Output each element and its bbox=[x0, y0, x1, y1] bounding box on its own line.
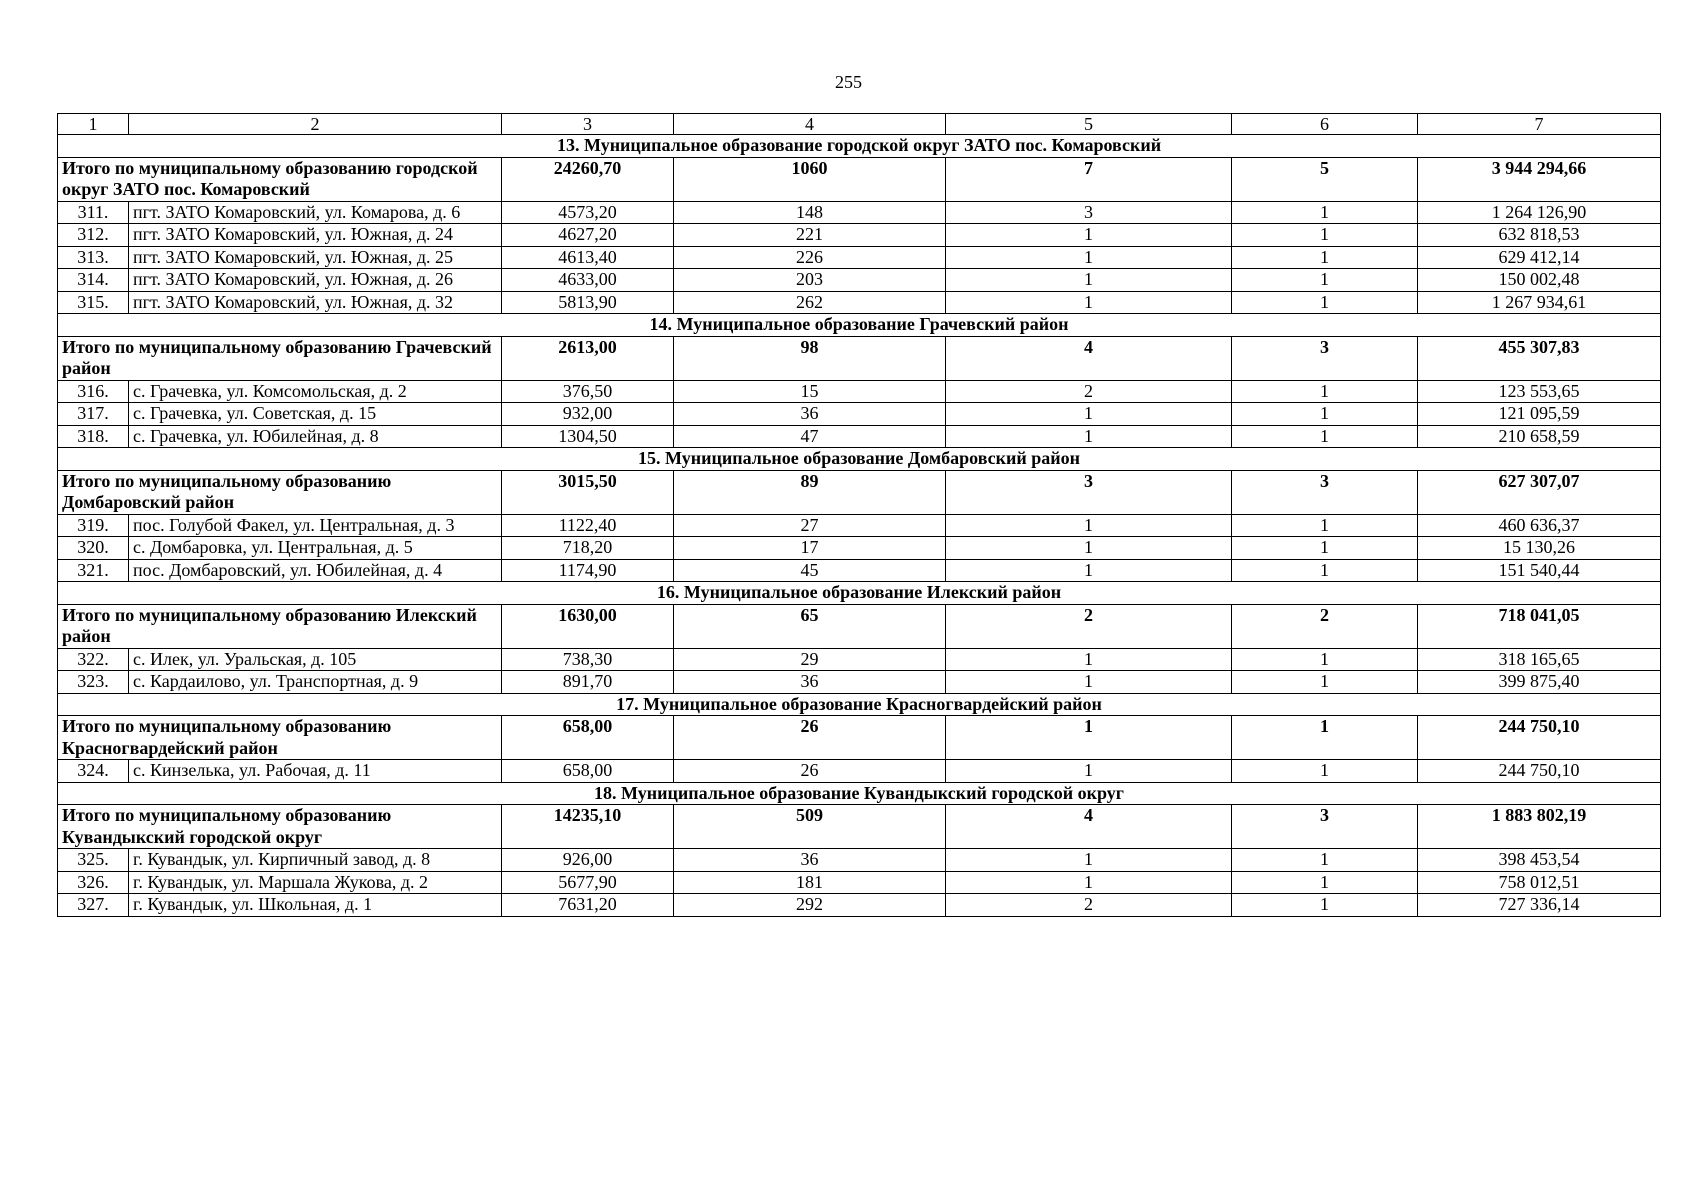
row-col-5: 1 bbox=[946, 671, 1232, 694]
total-col-4: 98 bbox=[674, 336, 946, 380]
total-col-7: 3 944 294,66 bbox=[1418, 157, 1661, 201]
section-title: 17. Муниципальное образование Красногвардейский район bbox=[58, 693, 1661, 716]
total-col-7: 718 041,05 bbox=[1418, 604, 1661, 648]
row-address: пгт. ЗАТО Комаровский, ул. Южная, д. 25 bbox=[129, 246, 502, 269]
table-row bbox=[58, 760, 1661, 783]
row-address: пгт. ЗАТО Комаровский, ул. Южная, д. 32 bbox=[129, 291, 502, 314]
row-number: 325. bbox=[58, 849, 129, 872]
total-col-3: 24260,70 bbox=[502, 157, 674, 201]
page-number: 255 bbox=[835, 72, 862, 92]
row-address: с. Кинзелька, ул. Рабочая, д. 11 bbox=[129, 760, 502, 783]
total-label: Итого по муниципальному образованию Илекский район bbox=[58, 604, 502, 648]
total-col-5: 3 bbox=[946, 470, 1232, 514]
row-col-7: 629 412,14 bbox=[1418, 246, 1661, 269]
row-col-3: 7631,20 bbox=[502, 894, 674, 917]
table-row bbox=[58, 559, 1661, 582]
row-col-6: 1 bbox=[1232, 849, 1418, 872]
row-number: 312. bbox=[58, 224, 129, 247]
row-col-6: 1 bbox=[1232, 514, 1418, 537]
row-col-3: 1174,90 bbox=[502, 559, 674, 582]
row-col-4: 36 bbox=[674, 671, 946, 694]
row-col-6: 1 bbox=[1232, 201, 1418, 224]
row-col-4: 181 bbox=[674, 871, 946, 894]
row-col-6: 1 bbox=[1232, 671, 1418, 694]
row-col-7: 121 095,59 bbox=[1418, 403, 1661, 426]
total-col-4: 509 bbox=[674, 805, 946, 849]
table-row bbox=[58, 871, 1661, 894]
row-col-6: 1 bbox=[1232, 760, 1418, 783]
row-address: пгт. ЗАТО Комаровский, ул. Южная, д. 24 bbox=[129, 224, 502, 247]
row-col-6: 1 bbox=[1232, 537, 1418, 560]
row-col-5: 3 bbox=[946, 201, 1232, 224]
row-address: с. Грачевка, ул. Юбилейная, д. 8 bbox=[129, 425, 502, 448]
row-col-3: 5813,90 bbox=[502, 291, 674, 314]
row-col-5: 1 bbox=[946, 871, 1232, 894]
row-col-6: 1 bbox=[1232, 559, 1418, 582]
column-number-row bbox=[58, 114, 1661, 135]
row-col-7: 151 540,44 bbox=[1418, 559, 1661, 582]
row-col-5: 2 bbox=[946, 894, 1232, 917]
row-number: 319. bbox=[58, 514, 129, 537]
row-number: 315. bbox=[58, 291, 129, 314]
row-col-7: 399 875,40 bbox=[1418, 671, 1661, 694]
row-address: пгт. ЗАТО Комаровский, ул. Комарова, д. 6 bbox=[129, 201, 502, 224]
row-col-3: 1304,50 bbox=[502, 425, 674, 448]
total-col-4: 26 bbox=[674, 716, 946, 760]
row-number: 320. bbox=[58, 537, 129, 560]
total-col-3: 14235,10 bbox=[502, 805, 674, 849]
row-col-4: 36 bbox=[674, 403, 946, 426]
total-col-5: 4 bbox=[946, 336, 1232, 380]
row-col-7: 1 264 126,90 bbox=[1418, 201, 1661, 224]
section-title-row bbox=[58, 782, 1661, 805]
row-col-4: 36 bbox=[674, 849, 946, 872]
row-col-4: 47 bbox=[674, 425, 946, 448]
row-col-5: 1 bbox=[946, 425, 1232, 448]
total-label: Итого по муниципальному образованию городской округ ЗАТО пос. Комаровский bbox=[58, 157, 502, 201]
row-col-6: 1 bbox=[1232, 269, 1418, 292]
row-col-4: 26 bbox=[674, 760, 946, 783]
total-col-4: 89 bbox=[674, 470, 946, 514]
row-number: 318. bbox=[58, 425, 129, 448]
total-col-3: 658,00 bbox=[502, 716, 674, 760]
row-col-5: 1 bbox=[946, 224, 1232, 247]
row-col-4: 292 bbox=[674, 894, 946, 917]
row-col-3: 932,00 bbox=[502, 403, 674, 426]
section-title-row bbox=[58, 135, 1661, 158]
row-col-3: 1122,40 bbox=[502, 514, 674, 537]
row-col-3: 5677,90 bbox=[502, 871, 674, 894]
table-row bbox=[58, 671, 1661, 694]
column-number: 5 bbox=[946, 114, 1232, 135]
table-row bbox=[58, 514, 1661, 537]
column-number: 6 bbox=[1232, 114, 1418, 135]
section-title-row bbox=[58, 693, 1661, 716]
row-col-3: 738,30 bbox=[502, 648, 674, 671]
section-title-row bbox=[58, 448, 1661, 471]
row-address: г. Кувандык, ул. Школьная, д. 1 bbox=[129, 894, 502, 917]
row-col-6: 1 bbox=[1232, 291, 1418, 314]
row-col-5: 1 bbox=[946, 760, 1232, 783]
row-col-4: 148 bbox=[674, 201, 946, 224]
total-col-7: 627 307,07 bbox=[1418, 470, 1661, 514]
section-title: 18. Муниципальное образование Кувандыкский городской округ bbox=[58, 782, 1661, 805]
row-col-4: 15 bbox=[674, 380, 946, 403]
row-number: 322. bbox=[58, 648, 129, 671]
row-col-6: 1 bbox=[1232, 648, 1418, 671]
section-total-row bbox=[58, 470, 1661, 514]
row-col-5: 1 bbox=[946, 291, 1232, 314]
total-label: Итого по муниципальному образованию Кувандыкский городской округ bbox=[58, 805, 502, 849]
row-address: пос. Домбаровский, ул. Юбилейная, д. 4 bbox=[129, 559, 502, 582]
total-label: Итого по муниципальному образованию Домбаровский район bbox=[58, 470, 502, 514]
column-number: 3 bbox=[502, 114, 674, 135]
row-col-7: 460 636,37 bbox=[1418, 514, 1661, 537]
row-col-4: 226 bbox=[674, 246, 946, 269]
row-col-6: 1 bbox=[1232, 224, 1418, 247]
table-row bbox=[58, 201, 1661, 224]
section-total-row bbox=[58, 805, 1661, 849]
row-col-3: 4633,00 bbox=[502, 269, 674, 292]
total-label: Итого по муниципальному образованию Грачевский район bbox=[58, 336, 502, 380]
row-col-6: 1 bbox=[1232, 871, 1418, 894]
section-title-row bbox=[58, 582, 1661, 605]
table-row bbox=[58, 894, 1661, 917]
row-col-5: 1 bbox=[946, 269, 1232, 292]
row-col-6: 1 bbox=[1232, 425, 1418, 448]
total-col-5: 1 bbox=[946, 716, 1232, 760]
section-title: 16. Муниципальное образование Илекский район bbox=[58, 582, 1661, 605]
total-col-7: 244 750,10 bbox=[1418, 716, 1661, 760]
row-address: пгт. ЗАТО Комаровский, ул. Южная, д. 26 bbox=[129, 269, 502, 292]
table-row bbox=[58, 291, 1661, 314]
row-col-4: 262 bbox=[674, 291, 946, 314]
total-col-6: 3 bbox=[1232, 805, 1418, 849]
total-col-7: 1 883 802,19 bbox=[1418, 805, 1661, 849]
section-title: 14. Муниципальное образование Грачевский район bbox=[58, 314, 1661, 337]
section-total-row bbox=[58, 716, 1661, 760]
section-title: 15. Муниципальное образование Домбаровский район bbox=[58, 448, 1661, 471]
row-col-4: 221 bbox=[674, 224, 946, 247]
row-number: 327. bbox=[58, 894, 129, 917]
table-row bbox=[58, 380, 1661, 403]
row-col-3: 4573,20 bbox=[502, 201, 674, 224]
column-number: 1 bbox=[58, 114, 129, 135]
table-row bbox=[58, 537, 1661, 560]
row-col-4: 45 bbox=[674, 559, 946, 582]
total-col-6: 2 bbox=[1232, 604, 1418, 648]
row-address: г. Кувандык, ул. Кирпичный завод, д. 8 bbox=[129, 849, 502, 872]
table-row bbox=[58, 648, 1661, 671]
row-col-7: 632 818,53 bbox=[1418, 224, 1661, 247]
table-row bbox=[58, 425, 1661, 448]
total-col-6: 3 bbox=[1232, 336, 1418, 380]
row-address: с. Домбаровка, ул. Центральная, д. 5 bbox=[129, 537, 502, 560]
row-col-5: 1 bbox=[946, 559, 1232, 582]
row-col-5: 2 bbox=[946, 380, 1232, 403]
row-col-6: 1 bbox=[1232, 246, 1418, 269]
table-row bbox=[58, 849, 1661, 872]
row-col-5: 1 bbox=[946, 648, 1232, 671]
row-col-5: 1 bbox=[946, 537, 1232, 560]
housing-table bbox=[57, 113, 1661, 917]
row-address: с. Грачевка, ул. Комсомольская, д. 2 bbox=[129, 380, 502, 403]
row-col-7: 123 553,65 bbox=[1418, 380, 1661, 403]
row-address: с. Грачевка, ул. Советская, д. 15 bbox=[129, 403, 502, 426]
total-col-6: 3 bbox=[1232, 470, 1418, 514]
row-col-3: 658,00 bbox=[502, 760, 674, 783]
column-number: 7 bbox=[1418, 114, 1661, 135]
section-total-row bbox=[58, 336, 1661, 380]
row-col-4: 203 bbox=[674, 269, 946, 292]
table-row bbox=[58, 224, 1661, 247]
row-col-7: 244 750,10 bbox=[1418, 760, 1661, 783]
row-col-7: 15 130,26 bbox=[1418, 537, 1661, 560]
row-number: 326. bbox=[58, 871, 129, 894]
total-col-3: 1630,00 bbox=[502, 604, 674, 648]
row-number: 321. bbox=[58, 559, 129, 582]
row-col-5: 1 bbox=[946, 849, 1232, 872]
total-col-5: 2 bbox=[946, 604, 1232, 648]
total-col-5: 7 bbox=[946, 157, 1232, 201]
row-col-6: 1 bbox=[1232, 403, 1418, 426]
row-col-3: 4627,20 bbox=[502, 224, 674, 247]
table-row bbox=[58, 403, 1661, 426]
row-col-7: 727 336,14 bbox=[1418, 894, 1661, 917]
row-col-5: 1 bbox=[946, 246, 1232, 269]
section-total-row bbox=[58, 604, 1661, 648]
table-row bbox=[58, 269, 1661, 292]
total-col-3: 3015,50 bbox=[502, 470, 674, 514]
row-number: 313. bbox=[58, 246, 129, 269]
row-number: 324. bbox=[58, 760, 129, 783]
row-col-7: 758 012,51 bbox=[1418, 871, 1661, 894]
row-address: пос. Голубой Факел, ул. Центральная, д. 3 bbox=[129, 514, 502, 537]
row-number: 316. bbox=[58, 380, 129, 403]
column-number: 4 bbox=[674, 114, 946, 135]
row-col-5: 1 bbox=[946, 514, 1232, 537]
table-row bbox=[58, 246, 1661, 269]
section-total-row bbox=[58, 157, 1661, 201]
row-number: 314. bbox=[58, 269, 129, 292]
row-number: 323. bbox=[58, 671, 129, 694]
row-number: 317. bbox=[58, 403, 129, 426]
total-col-5: 4 bbox=[946, 805, 1232, 849]
row-col-3: 4613,40 bbox=[502, 246, 674, 269]
row-col-6: 1 bbox=[1232, 894, 1418, 917]
section-title-row bbox=[58, 314, 1661, 337]
row-col-3: 376,50 bbox=[502, 380, 674, 403]
row-col-3: 891,70 bbox=[502, 671, 674, 694]
row-address: с. Кардаилово, ул. Транспортная, д. 9 bbox=[129, 671, 502, 694]
total-col-4: 1060 bbox=[674, 157, 946, 201]
row-col-5: 1 bbox=[946, 403, 1232, 426]
row-address: г. Кувандык, ул. Маршала Жукова, д. 2 bbox=[129, 871, 502, 894]
total-col-3: 2613,00 bbox=[502, 336, 674, 380]
row-col-6: 1 bbox=[1232, 380, 1418, 403]
total-col-4: 65 bbox=[674, 604, 946, 648]
row-col-7: 1 267 934,61 bbox=[1418, 291, 1661, 314]
row-col-3: 926,00 bbox=[502, 849, 674, 872]
row-col-7: 398 453,54 bbox=[1418, 849, 1661, 872]
row-col-7: 150 002,48 bbox=[1418, 269, 1661, 292]
total-col-6: 1 bbox=[1232, 716, 1418, 760]
row-address: с. Илек, ул. Уральская, д. 105 bbox=[129, 648, 502, 671]
row-col-7: 318 165,65 bbox=[1418, 648, 1661, 671]
section-title: 13. Муниципальное образование городской округ ЗАТО пос. Комаровский bbox=[58, 135, 1661, 158]
total-label: Итого по муниципальному образованию Красногвардейский район bbox=[58, 716, 502, 760]
total-col-6: 5 bbox=[1232, 157, 1418, 201]
row-col-4: 17 bbox=[674, 537, 946, 560]
column-number: 2 bbox=[129, 114, 502, 135]
row-col-7: 210 658,59 bbox=[1418, 425, 1661, 448]
row-col-4: 27 bbox=[674, 514, 946, 537]
row-number: 311. bbox=[58, 201, 129, 224]
row-col-4: 29 bbox=[674, 648, 946, 671]
row-col-3: 718,20 bbox=[502, 537, 674, 560]
total-col-7: 455 307,83 bbox=[1418, 336, 1661, 380]
